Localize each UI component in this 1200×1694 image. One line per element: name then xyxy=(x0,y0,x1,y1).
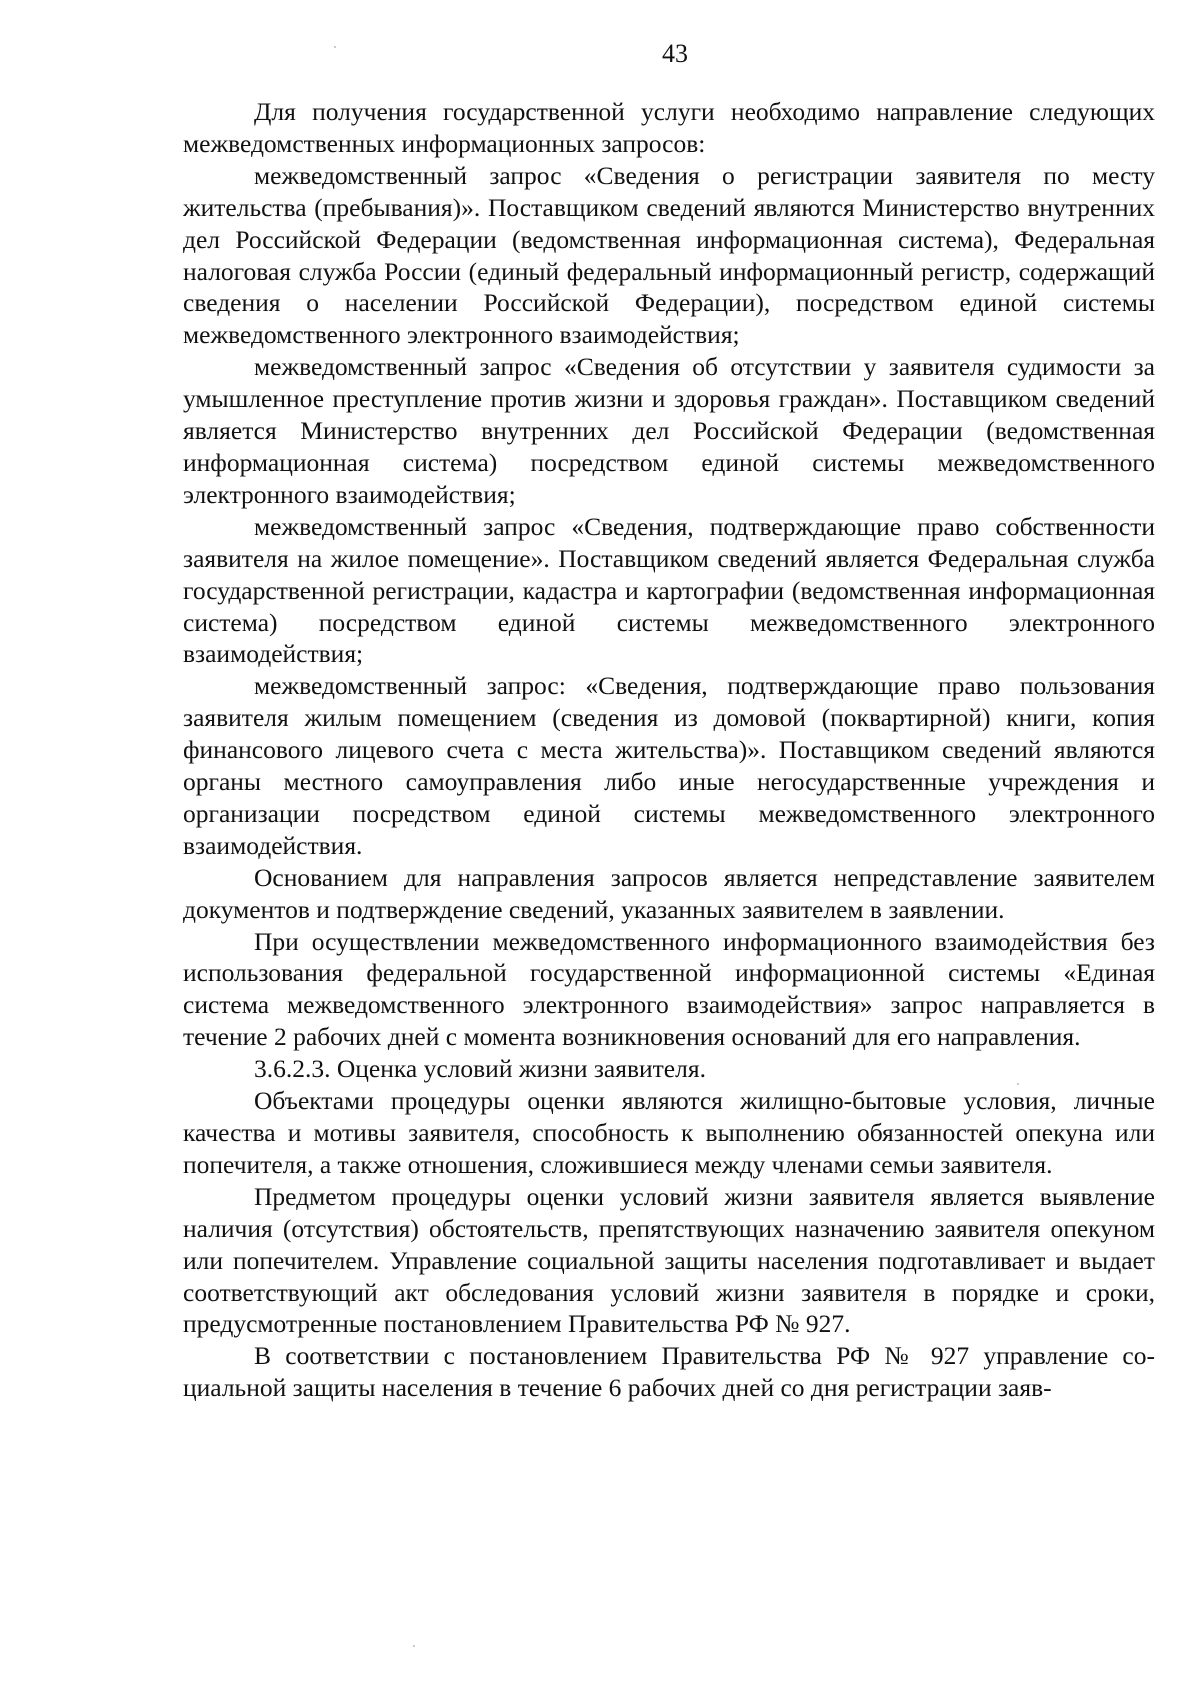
paragraph-grounds: Основанием для направления запросов является непредставление заявителем документов и подтверждение сведений, указанных заявителем в заявлении. xyxy=(183,862,1155,924)
paragraph-request-criminal-record: межведомственный запрос «Сведения об отсутствии у заявителя судимости за умышленное преступление против жизни и здоровья граждан». Поставщиком сведений является Министерство внутренних дел Российской Федерации (ведомственная информационная система) посредством единой системы межведомственного электронного взаимодействия; xyxy=(183,352,1155,509)
paragraph-request-registration: межведомственный запрос «Сведения о регистрации заявителя по месту жительства (пребывания)». Поставщиком сведений являются Министерство внутренних дел Российской Федерации (ведомственная информационная система), Федеральная налоговая служба России (единый федеральный информационный регистр, содержащий сведения о населении Российской Федерации), посредством единой системы межведомственного электронного взаимодействия; xyxy=(183,160,1155,350)
scan-speck xyxy=(413,1645,415,1647)
page-number: 43 xyxy=(662,39,688,68)
paragraph-intro: Для получения государственной услуги необходимо направление следующих межведомственных информационных запросов: xyxy=(183,97,1155,158)
paragraph-request-ownership: межведомственный запрос «Сведения, подтверждающие право собственности заявителя на жилое помещение». Поставщиком сведений является Федеральная служба государственной регистрации, кадастра и картографии (ведомственная информационная система) посредством единой системы межведомственного электронного взаимодействия; xyxy=(183,511,1155,669)
scan-speck xyxy=(334,46,336,48)
paragraph-assessment-objects: Объектами процедуры оценки являются жилищно-бытовые условия, личные качества и мотивы заявителя, способность к выполнению обязанностей опекуна или попечителя, а также отношения, сложившиеся между членами семьи заявителя. xyxy=(183,1086,1155,1179)
scan-speck xyxy=(1017,1083,1019,1085)
body-text xyxy=(183,96,1155,1404)
paragraph-request-usage-right: межведомственный запрос: «Сведения, подтверждающие право пользования заявителя жилым помещением (сведения из домовой (поквартирной) книги, копия финансового лицевого счета с места жительства)». Поставщиком сведений являются органы местного самоуправления либо иные негосударственные учреждения и организации посредством единой системы межведомственного электронного взаимодействия. xyxy=(183,671,1155,860)
section-heading-3-6-2-3: 3.6.2.3. Оценка условий жизни заявителя. xyxy=(254,1054,706,1084)
paragraph-decree-927: В соответствии с постановлением Правительства РФ № 927 управление социальной защиты населения в течение 6 рабочих дней со дня регистрации заяв- xyxy=(183,1341,1155,1403)
paragraph-interaction-without-system: При осуществлении межведомственного информационного взаимодействия без использования федеральной государственной информационной системы «Единая система межведомственного электронного взаимодействия» запрос направляется в течение 2 рабочих дней с момента возникновения оснований для его направления. xyxy=(183,926,1155,1052)
paragraph-assessment-subject: Предметом процедуры оценки условий жизни заявителя является выявление наличия (отсутствия) обстоятельств, препятствующих назначению заявителя опекуном или попечителем. Управление социальной защиты населения подготавливает и выдает соответствующий акт обследования условий жизни заявителя в порядке и сроки, предусмотренные постановлением Правительства РФ № 927. xyxy=(183,1181,1155,1339)
